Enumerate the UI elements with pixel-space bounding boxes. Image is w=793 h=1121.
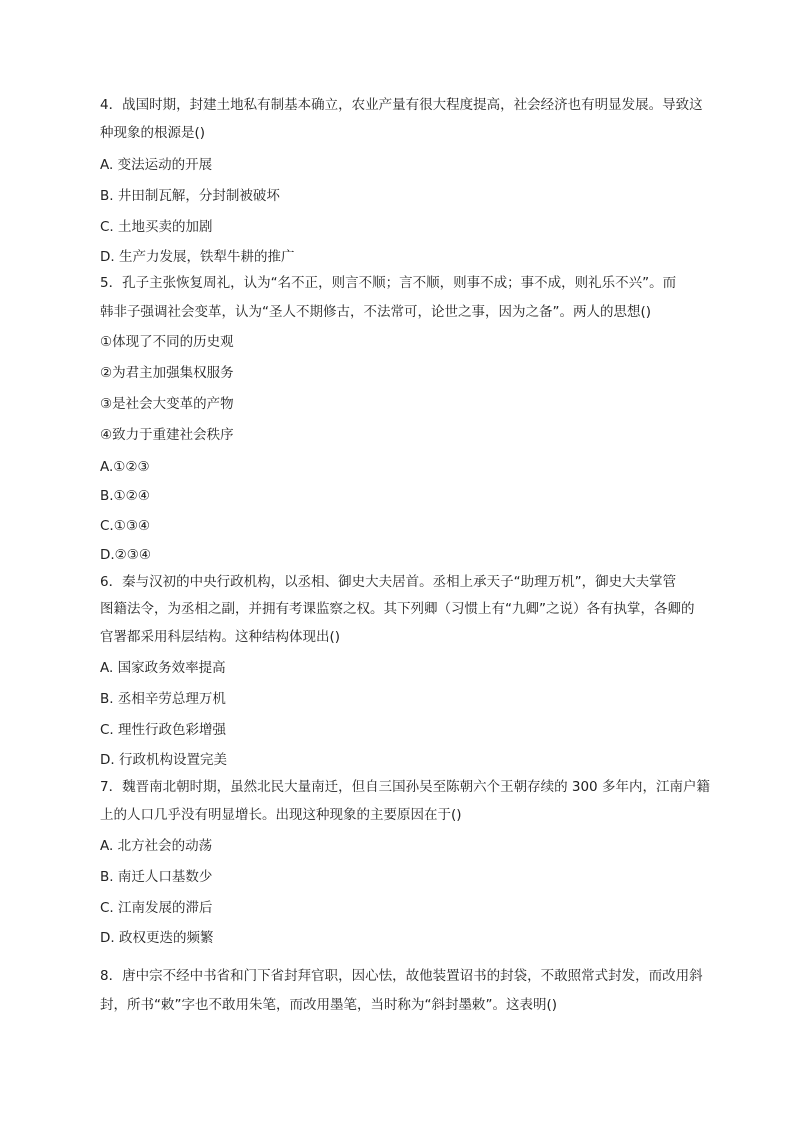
question-5-statement-1: ①体现了不同的历史观 <box>100 334 234 350</box>
question-7-stem-line-1: 7．魏晋南北朝时期，虽然北民大量南迁，但自三国孙吴至陈朝六个王朝存续的 300 多年内，江南户籍 <box>100 779 710 795</box>
question-6-stem-line-1: 6．秦与汉初的中央行政机构，以丞相、御史大夫居首。丞相上承天子“助理万机”，御史大夫掌管 <box>100 574 677 590</box>
question-6-option-b: B. 丞相辛劳总理万机 <box>100 691 226 707</box>
question-4-option-c: C. 土地买卖的加剧 <box>100 219 213 235</box>
question-5-statement-2: ②为君主加强集权服务 <box>100 365 234 381</box>
question-6-option-a: A. 国家政务效率提高 <box>100 660 226 676</box>
question-7-option-c: C. 江南发展的滞后 <box>100 900 213 916</box>
question-4-option-b: B. 井田制瓦解，分封制被破坏 <box>100 188 280 204</box>
question-6-option-d: D. 行政机构设置完美 <box>100 752 227 768</box>
question-5-stem-line-2: 韩非子强调社会变革，认为“圣人不期修古，不法常可，论世之事，因为之备”。两人的思想() <box>100 304 652 320</box>
question-7-stem-line-2: 上的人口几乎没有明显增长。出现这种现象的主要原因在于() <box>100 807 462 823</box>
question-5-option-a: A.①②③ <box>100 459 150 475</box>
question-6-stem-line-2: 图籍法令，为丞相之副，并拥有考课监察之权。其下列卿（习惯上有“九卿”之说）各有执掌，各卿的 <box>100 601 695 617</box>
question-6-stem-line-3: 官署都采用科层结构。这种结构体现出() <box>100 629 341 645</box>
question-7-option-a: A. 北方社会的动荡 <box>100 838 213 854</box>
question-5-statement-3: ③是社会大变革的产物 <box>100 396 234 412</box>
question-6-option-c: C. 理性行政色彩增强 <box>100 722 227 738</box>
question-5-option-c: C.①③④ <box>100 518 151 534</box>
question-4-option-d: D. 生产力发展，铁犁牛耕的推广 <box>100 249 295 265</box>
question-5-option-b: B.①②④ <box>100 488 150 504</box>
question-5-statement-4: ④致力于重建社会秩序 <box>100 427 234 443</box>
question-7-option-d: D. 政权更迭的频繁 <box>100 930 214 946</box>
question-8-stem-line-1: 8．唐中宗不经中书省和门下省封拜官职，因心怯，故他装置诏书的封袋，不敢照常式封发，而改用斜 <box>100 968 703 984</box>
question-7-option-b: B. 南迁人口基数少 <box>100 869 213 885</box>
question-5-stem-line-1: 5．孔子主张恢复周礼，认为“名不正，则言不顺；言不顺，则事不成；事不成，则礼乐不兴”。而 <box>100 275 677 291</box>
question-4-stem-line-1: 4．战国时期，封建土地私有制基本确立，农业产量有很大程度提高，社会经济也有明显发展。导致这 <box>100 97 703 113</box>
question-8-stem-line-2: 封，所书“敕”字也不敢用朱笔，而改用墨笔，当时称为“斜封墨敕”。这表明() <box>100 997 558 1013</box>
question-4-stem-line-2: 种现象的根源是() <box>100 125 206 141</box>
question-4-option-a: A. 变法运动的开展 <box>100 157 213 173</box>
question-5-option-d: D.②③④ <box>100 547 151 563</box>
